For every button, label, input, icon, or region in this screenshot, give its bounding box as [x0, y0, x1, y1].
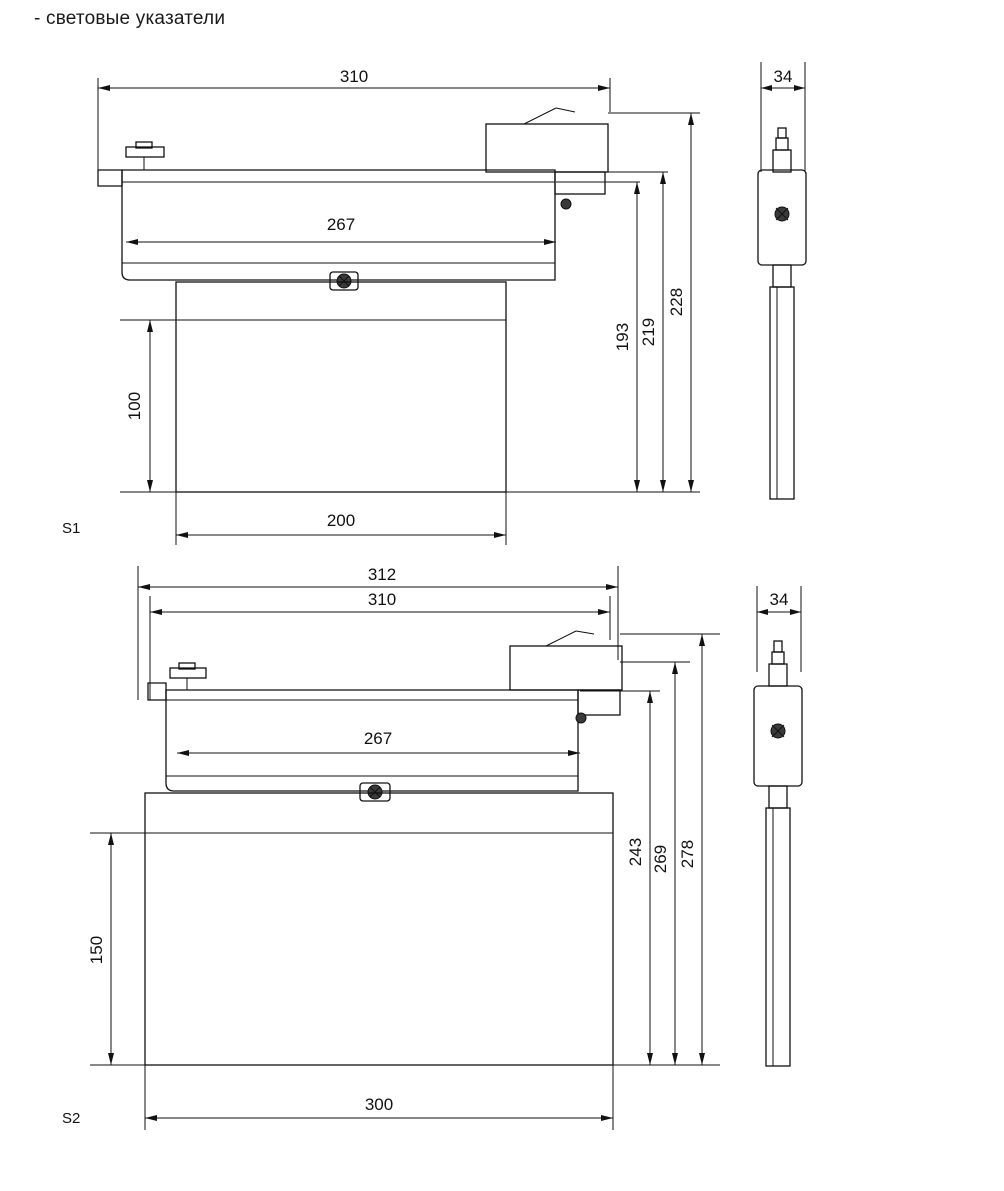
- s2-dim-150: [87, 833, 145, 1065]
- s1-dim-200-text: 200: [326, 511, 356, 530]
- s2-dim-310: [150, 590, 610, 700]
- s2-dim-267: [177, 729, 580, 756]
- s1-door-closer-body: [98, 108, 608, 290]
- s2-dim-278-text: 278: [678, 839, 697, 869]
- s2-dim-269-text: 269: [651, 844, 670, 874]
- s1-dim-100-text: 100: [125, 391, 144, 421]
- s2-side-dim-34: [757, 586, 801, 672]
- page-title: - световые указатели: [34, 8, 226, 29]
- s2-dim-312: [138, 565, 618, 700]
- drawing-label-s2: S2: [62, 1110, 81, 1127]
- s2-door-closer-body: [148, 631, 622, 801]
- s1-dim-193: [506, 182, 700, 492]
- s2-dim-150-text: 150: [87, 935, 106, 965]
- s2-sign-box: [145, 793, 613, 1065]
- s2-dim-312-text: 312: [367, 565, 397, 584]
- s2-front-view: [87, 565, 720, 1130]
- s1-dim-267-text: 267: [326, 215, 356, 234]
- s2-side-view: [754, 586, 802, 1066]
- s1-side-dim-34: [761, 62, 805, 172]
- drawing-label-s1: S1: [62, 520, 81, 537]
- s2-dim-300-text: 300: [364, 1095, 394, 1114]
- s1-dim-228-text: 228: [667, 287, 686, 317]
- s2-side-body: [754, 641, 802, 1066]
- s2-dim-243-text: 243: [626, 837, 645, 867]
- s1-side-dim-34-text: 34: [773, 67, 793, 86]
- s2-dim-310-text: 310: [367, 590, 397, 609]
- s2-dim-300: [145, 1065, 613, 1130]
- s2-side-dim-34-text: 34: [769, 590, 789, 609]
- s1-side-view: [758, 62, 806, 499]
- s1-side-body: [758, 128, 806, 499]
- s2-dim-243: [580, 691, 720, 1065]
- s1-front-view: [98, 67, 700, 545]
- s1-dim-219-text: 219: [639, 317, 658, 347]
- s1-dim-267: [126, 215, 556, 245]
- s1-dim-310-text: 310: [339, 67, 369, 86]
- s1-dim-200: [176, 492, 506, 545]
- s2-dim-267-text: 267: [363, 729, 393, 748]
- s1-dim-228: [608, 113, 700, 492]
- s1-dim-100: [120, 320, 176, 492]
- s1-dim-193-text: 193: [613, 322, 632, 352]
- s1-sign-box: [176, 282, 506, 492]
